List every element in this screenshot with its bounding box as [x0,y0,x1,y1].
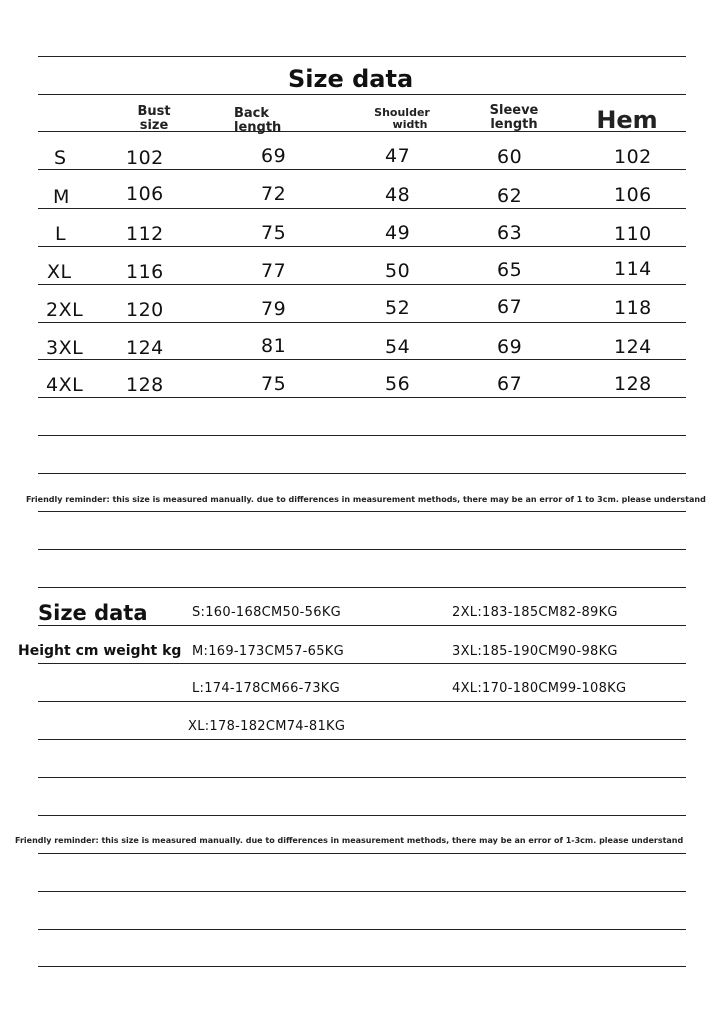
header-back-line2: length [234,120,282,135]
rule-line [38,663,686,664]
header-sleeve-line1: Sleeve [489,103,539,118]
cell-shoulder: 50 [385,260,411,282]
rule-line [38,891,686,892]
rule-line [38,549,686,550]
rule-line [38,625,686,626]
header-shoulder-width [366,107,438,131]
rule-line [38,853,686,854]
header-sleeve-line2: length [490,117,538,132]
rule-line [38,473,686,474]
cell-shoulder: 47 [385,145,411,167]
cell-size: 2XL [46,299,84,321]
rule-line [38,777,686,778]
cell-bust: 116 [126,261,164,283]
size-range-item: XL:178-182CM74-81KG [188,719,346,734]
cell-sleeve: 63 [497,222,523,244]
cell-shoulder: 54 [385,336,411,358]
size-range-item: L:174-178CM66-73KG [192,681,341,696]
cell-back-length: 75 [261,373,287,395]
cell-hem: 106 [614,184,652,206]
header-back-length [234,107,290,135]
rule-line [38,284,686,285]
header-bust-line2: size [139,118,169,133]
size-range-item: S:160-168CM50-56KG [192,605,342,620]
rule-line [38,435,686,436]
cell-hem: 114 [614,258,652,280]
cell-bust: 124 [126,337,164,359]
rule-line [38,397,686,398]
header-sleeve-length [484,104,544,132]
cell-bust: 102 [126,147,164,169]
cell-sleeve: 60 [497,146,523,168]
header-hem-line1: Hem [596,106,658,134]
cell-hem: 128 [614,373,652,395]
rule-line [38,511,686,512]
rule-line [38,322,686,323]
header-hem [592,107,662,133]
cell-hem: 124 [614,336,652,358]
header-bust-line1: Bust [137,104,171,119]
rule-line [38,208,686,209]
rule-line [38,169,686,170]
header-shoulder-line1: Shoulder [374,106,430,119]
cell-size: XL [47,261,72,283]
cell-bust: 106 [126,183,164,205]
cell-sleeve: 67 [497,296,523,318]
rule-line [38,815,686,816]
cell-hem: 110 [614,223,652,245]
cell-hem: 102 [614,146,652,168]
header-shoulder-line2: width [392,118,428,131]
rule-line [38,246,686,247]
size-range-item: M:169-173CM57-65KG [192,644,344,659]
rule-line [38,94,686,95]
cell-sleeve: 67 [497,373,523,395]
cell-back-length: 81 [261,335,287,357]
rule-line [38,359,686,360]
rule-line [38,701,686,702]
cell-sleeve: 65 [497,259,523,281]
size-range-item: 2XL:183-185CM82-89KG [452,605,618,620]
cell-bust: 112 [126,223,164,245]
size-range-item: 4XL:170-180CM99-108KG [452,681,627,696]
cell-bust: 128 [126,374,164,396]
cell-back-length: 77 [261,260,287,282]
cell-size: M [53,186,70,208]
cell-back-length: 69 [261,145,287,167]
cell-sleeve: 62 [497,185,523,207]
cell-back-length: 79 [261,298,287,320]
cell-back-length: 75 [261,222,287,244]
guide-subtitle: Height cm weight kg [18,643,182,659]
reminder-note: Friendly reminder: this size is measured manually. due to differences in measurement methods, there may be an error of 1-3cm. please understand [15,836,684,845]
rule-line [38,587,686,588]
rule-line [38,929,686,930]
cell-size: 3XL [46,337,84,359]
size-range-item: 3XL:185-190CM90-98KG [452,644,618,659]
cell-back-length: 72 [261,183,287,205]
cell-sleeve: 69 [497,336,523,358]
cell-bust: 120 [126,299,164,321]
rule-line [38,56,686,57]
cell-shoulder: 49 [385,222,411,244]
rule-line [38,966,686,967]
cell-shoulder: 56 [385,373,411,395]
rule-line [38,739,686,740]
reminder-note: Friendly reminder: this size is measured manually. due to differences in measurement methods, there may be an error of 1 to 3cm. please understand [26,495,706,504]
cell-size: 4XL [46,374,84,396]
header-bust [126,105,182,133]
cell-shoulder: 52 [385,297,411,319]
guide-title: Size data [38,601,148,625]
cell-shoulder: 48 [385,184,411,206]
cell-size: L [55,223,67,245]
header-back-line1: Back [234,106,270,121]
cell-size: S [54,147,67,169]
cell-hem: 118 [614,297,652,319]
table-title: Size data [288,65,414,93]
